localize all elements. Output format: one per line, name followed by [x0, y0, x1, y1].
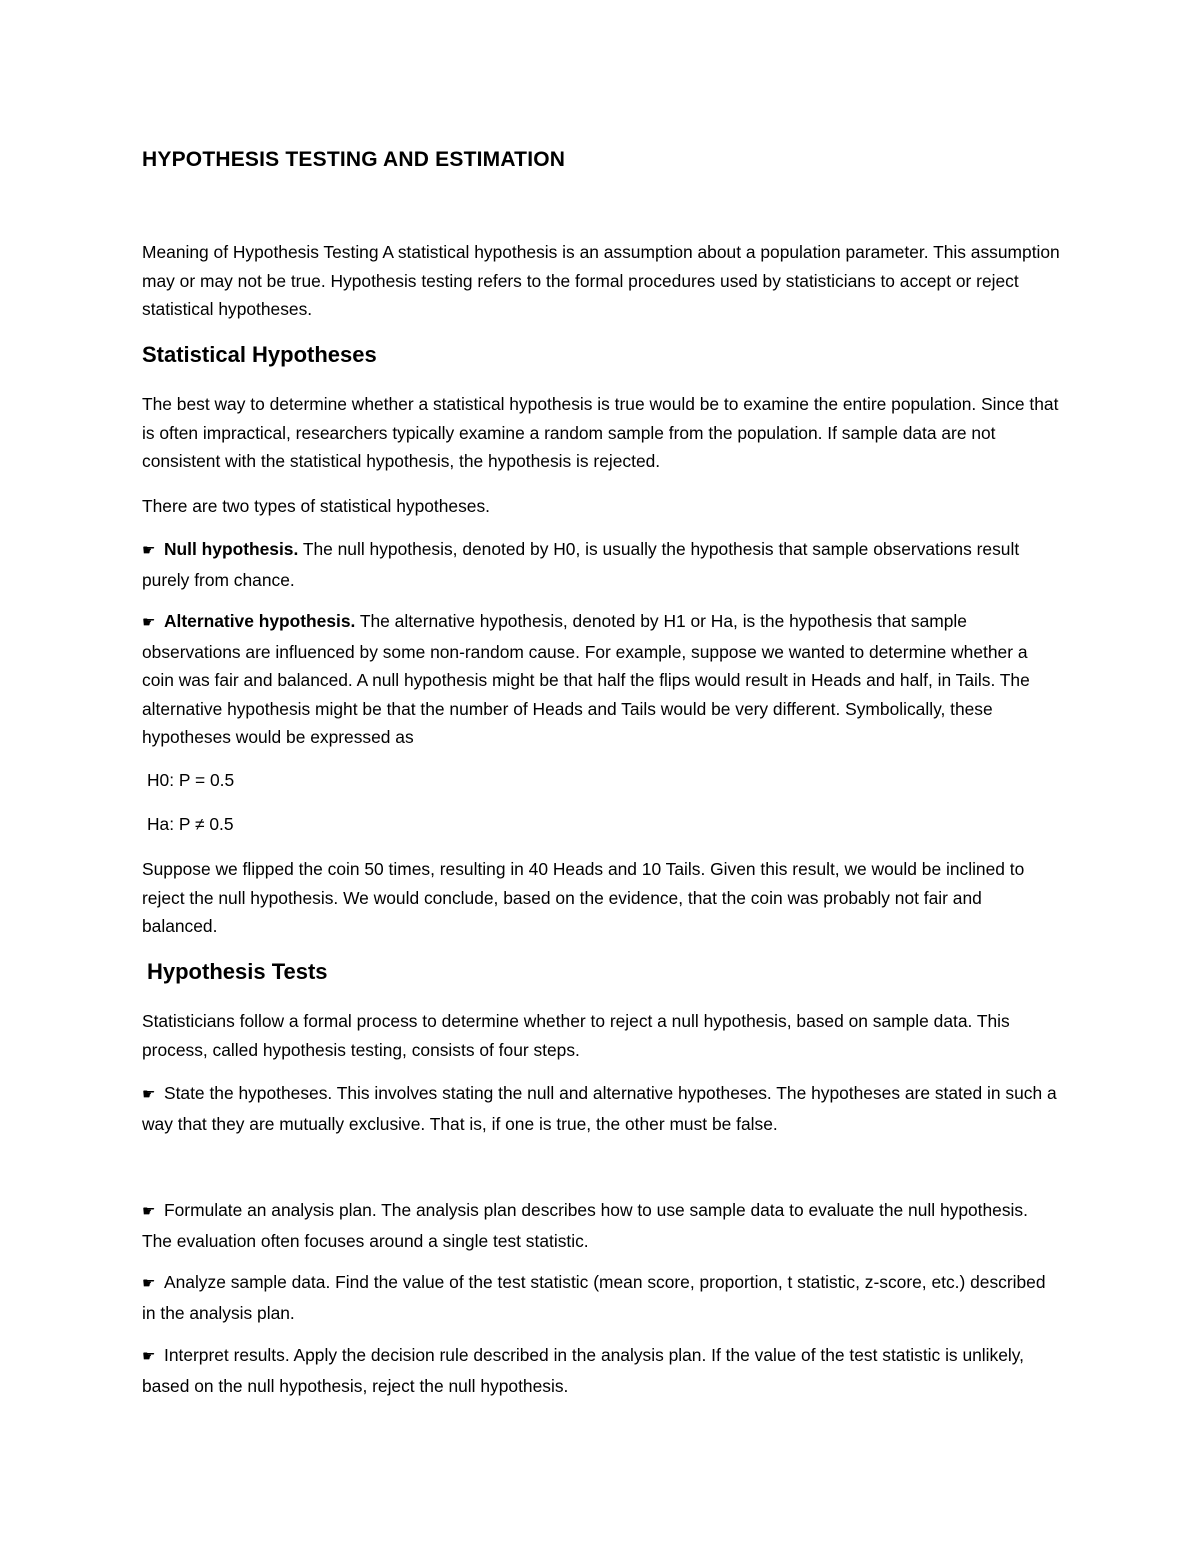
intro-paragraph: Meaning of Hypothesis Testing A statistical hypothesis is an assumption about a population parameter. This assumption may or may not be true. Hypothesis testing refers to the formal procedures used by statisticians to accept or reject statistical hypotheses. [142, 242, 1060, 320]
pointing-hand-icon: ☛ [142, 614, 156, 631]
step-formulate-plan-text: Formulate an analysis plan. The analysis plan describes how to use sample data to evaluate the null hypothesis. The evaluation often focuses around a single test statistic. [142, 1200, 1028, 1251]
pointing-hand-icon: ☛ [142, 542, 156, 559]
equation-null: H0: P = 0.5 [147, 770, 235, 790]
alternative-hypothesis-term: Alternative hypothesis. [164, 611, 356, 631]
section-heading-hypothesis-tests: Hypothesis Tests [147, 959, 328, 984]
alternative-hypothesis-text: The alternative hypothesis, denoted by H1 or Ha, is the hypothesis that sample observations are influenced by some non-random cause. For example, suppose we wanted to determine whether a coin was fair and balanced. A null hypothesis might be that half the flips would result in Heads and half, in Tails. The alternative hypothesis might be that the number of Heads and Tails would be very different. Symbolically, these hypotheses would be expressed as [142, 611, 1030, 748]
step-state-hypotheses [142, 1079, 1062, 1138]
pointing-hand-icon: ☛ [142, 1086, 156, 1103]
step-analyze-data-text: Analyze sample data. Find the value of the test statistic (mean score, proportion, t statistic, z-score, etc.) described in the analysis plan. [142, 1272, 1046, 1323]
equation-alternative: Ha: P ≠ 0.5 [147, 814, 234, 834]
null-hypothesis-text: The null hypothesis, denoted by H0, is usually the hypothesis that sample observations result purely from chance. [142, 539, 1020, 590]
null-hypothesis-term: Null hypothesis. [164, 539, 299, 559]
section1-paragraph-2: There are two types of statistical hypotheses. [142, 496, 490, 516]
null-hypothesis-item [142, 535, 1062, 594]
document-title: HYPOTHESIS TESTING AND ESTIMATION [142, 148, 566, 171]
alternative-hypothesis-item [142, 607, 1062, 752]
section2-paragraph-1: Statisticians follow a formal process to determine whether to reject a null hypothesis, based on sample data. This process, called hypothesis testing, consists of four steps. [142, 1011, 1010, 1060]
step-analyze-data [142, 1268, 1062, 1327]
step-formulate-plan [142, 1196, 1062, 1255]
section-heading-statistical-hypotheses: Statistical Hypotheses [142, 342, 377, 367]
pointing-hand-icon: ☛ [142, 1203, 156, 1220]
section1-paragraph-1: The best way to determine whether a statistical hypothesis is true would be to examine the entire population. Since that is often impractical, researchers typically examine a random sample from the population. If sample data are not consistent with the statistical hypothesis, the hypothesis is rejected. [142, 394, 1059, 472]
step-interpret-results-text: Interpret results. Apply the decision rule described in the analysis plan. If the value of the test statistic is unlikely, based on the null hypothesis, reject the null hypothesis. [142, 1345, 1024, 1396]
pointing-hand-icon: ☛ [142, 1275, 156, 1292]
step-state-hypotheses-text: State the hypotheses. This involves stating the null and alternative hypotheses. The hypotheses are stated in such a way that they are mutually exclusive. That is, if one is true, the other must be false. [142, 1083, 1057, 1134]
section1-paragraph-3: Suppose we flipped the coin 50 times, resulting in 40 Heads and 10 Tails. Given this result, we would be inclined to reject the null hypothesis. We would conclude, based on the evidence, that the coin was probably not fair and balanced. [142, 859, 1025, 937]
step-interpret-results [142, 1341, 1062, 1400]
pointing-hand-icon: ☛ [142, 1348, 156, 1365]
